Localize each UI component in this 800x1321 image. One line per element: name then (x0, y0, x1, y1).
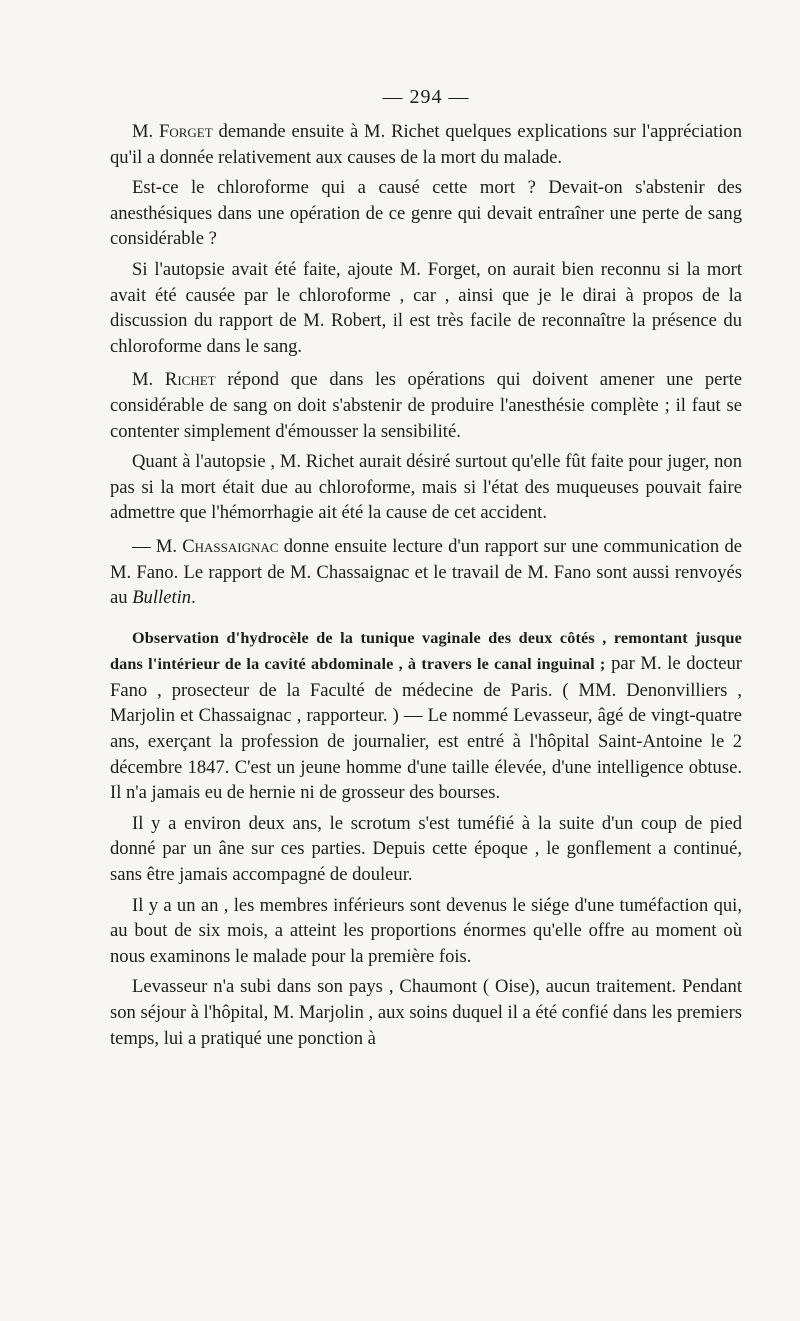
paragraph-richet-autopsy (110, 449, 742, 526)
body-text (110, 119, 742, 1051)
paragraph-observation (110, 625, 742, 806)
paragraph-treatment (110, 974, 742, 1051)
paragraph-text: . (191, 587, 196, 609)
speaker-name: — M. Chassaignac (132, 535, 279, 557)
bulletin-emphasis: Bulletin (132, 587, 192, 609)
paragraph-chloroform-question (110, 175, 742, 252)
page-number: — 294 — (382, 86, 470, 108)
paragraph-text: donne ensuite lecture d'un rapport sur une communication de M. Fano. Le rapport de M. Chassaignac et le travail de M. Fano sont aussi renvoyés au (110, 535, 743, 609)
paragraph-scrotum (110, 811, 742, 888)
paragraph-tumefaction (110, 893, 742, 970)
speaker-name: M. Richet (132, 369, 216, 391)
paragraph-text: répond que dans les opérations qui doivent amener une perte considérable de sang on doit s'abstenir de produire l'anesthésie complète ; il faut se contenter simplement d'émousser la sensibilité. (110, 369, 742, 442)
paragraph-forget-question (110, 119, 742, 170)
paragraph-text: Quant à l'autopsie , M. Richet aurait désiré surtout qu'elle fût faite pour juger, non pas si la mort était due au chloroforme, mais si l'état des muqueuses pouvait faire admettre que l'hémorrhagie ait été la cause de cet accident. (110, 451, 742, 524)
paragraph-text: Il y a un an , les membres inférieurs sont devenus le siége d'une tuméfaction qui, au bout de six mois, a atteint les proportions énormes qu'elle offre au moment où nous examinons le malade pour la première fois. (110, 894, 742, 967)
speaker-name: M. Forget (132, 121, 213, 142)
paragraph-text: demande ensuite à M. Richet quelques explications sur l'appréciation qu'il a donnée relativement aux causes de la mort du malade. (110, 121, 743, 168)
paragraph-autopsy (110, 257, 742, 359)
paragraph-text: Est-ce le chloroforme qui a causé cette mort ? Devait-on s'abstenir des anesthésiques dans une opération de ce genre qui devait entraîner une perte de sang considérable ? (110, 177, 742, 250)
observation-heading: Observation d'hydrocèle de la tunique vaginale des deux côtés , remontant jusque dans l'intérieur de la cavité abdominale , à travers le canal inguinal ; (110, 628, 742, 674)
paragraph-text: Il y a environ deux ans, le scrotum s'est tuméfié à la suite d'un coup de pied donné par un âne sur ces parties. Depuis cette époque , le gonflement a continué, sans être jamais accompagné de douleur. (110, 812, 742, 886)
paragraph-chassaignac-report (110, 534, 742, 611)
paragraph-text: Si l'autopsie avait été faite, ajoute M. Forget, on aurait bien reconnu si la mort avait été causée par le chloroforme , car , ainsi que je le dirai à propos de la discussion du rapport de M. Robert, il est très facile de reconnaître la présence du chloroforme dans le sang. (110, 258, 742, 357)
paragraph-text: par M. le docteur Fano , prosecteur de la Faculté de médecine de Paris. ( MM. Denonvilliers , Marjolin et Chassaignac , rapporteur. ) — Le nommé Levasseur, âgé de vingt-quatre ans, exerçant la profession de journalier, est entré à l'hôpital Saint-Antoine le 2 décembre 1847. C'est un jeune homme d'une taille élevée, d'une intelligence obtuse. Il n'a jamais eu de hernie ni de grosseur des bourses. (110, 653, 742, 804)
paragraph-richet-reply (110, 367, 742, 444)
paragraph-text: Levasseur n'a subi dans son pays , Chaumont ( Oise), aucun traitement. Pendant son séjour à l'hôpital, M. Marjolin , aux soins duquel il a été confié dans les premiers temps, lui a pratiqué une ponction à (110, 976, 742, 1049)
